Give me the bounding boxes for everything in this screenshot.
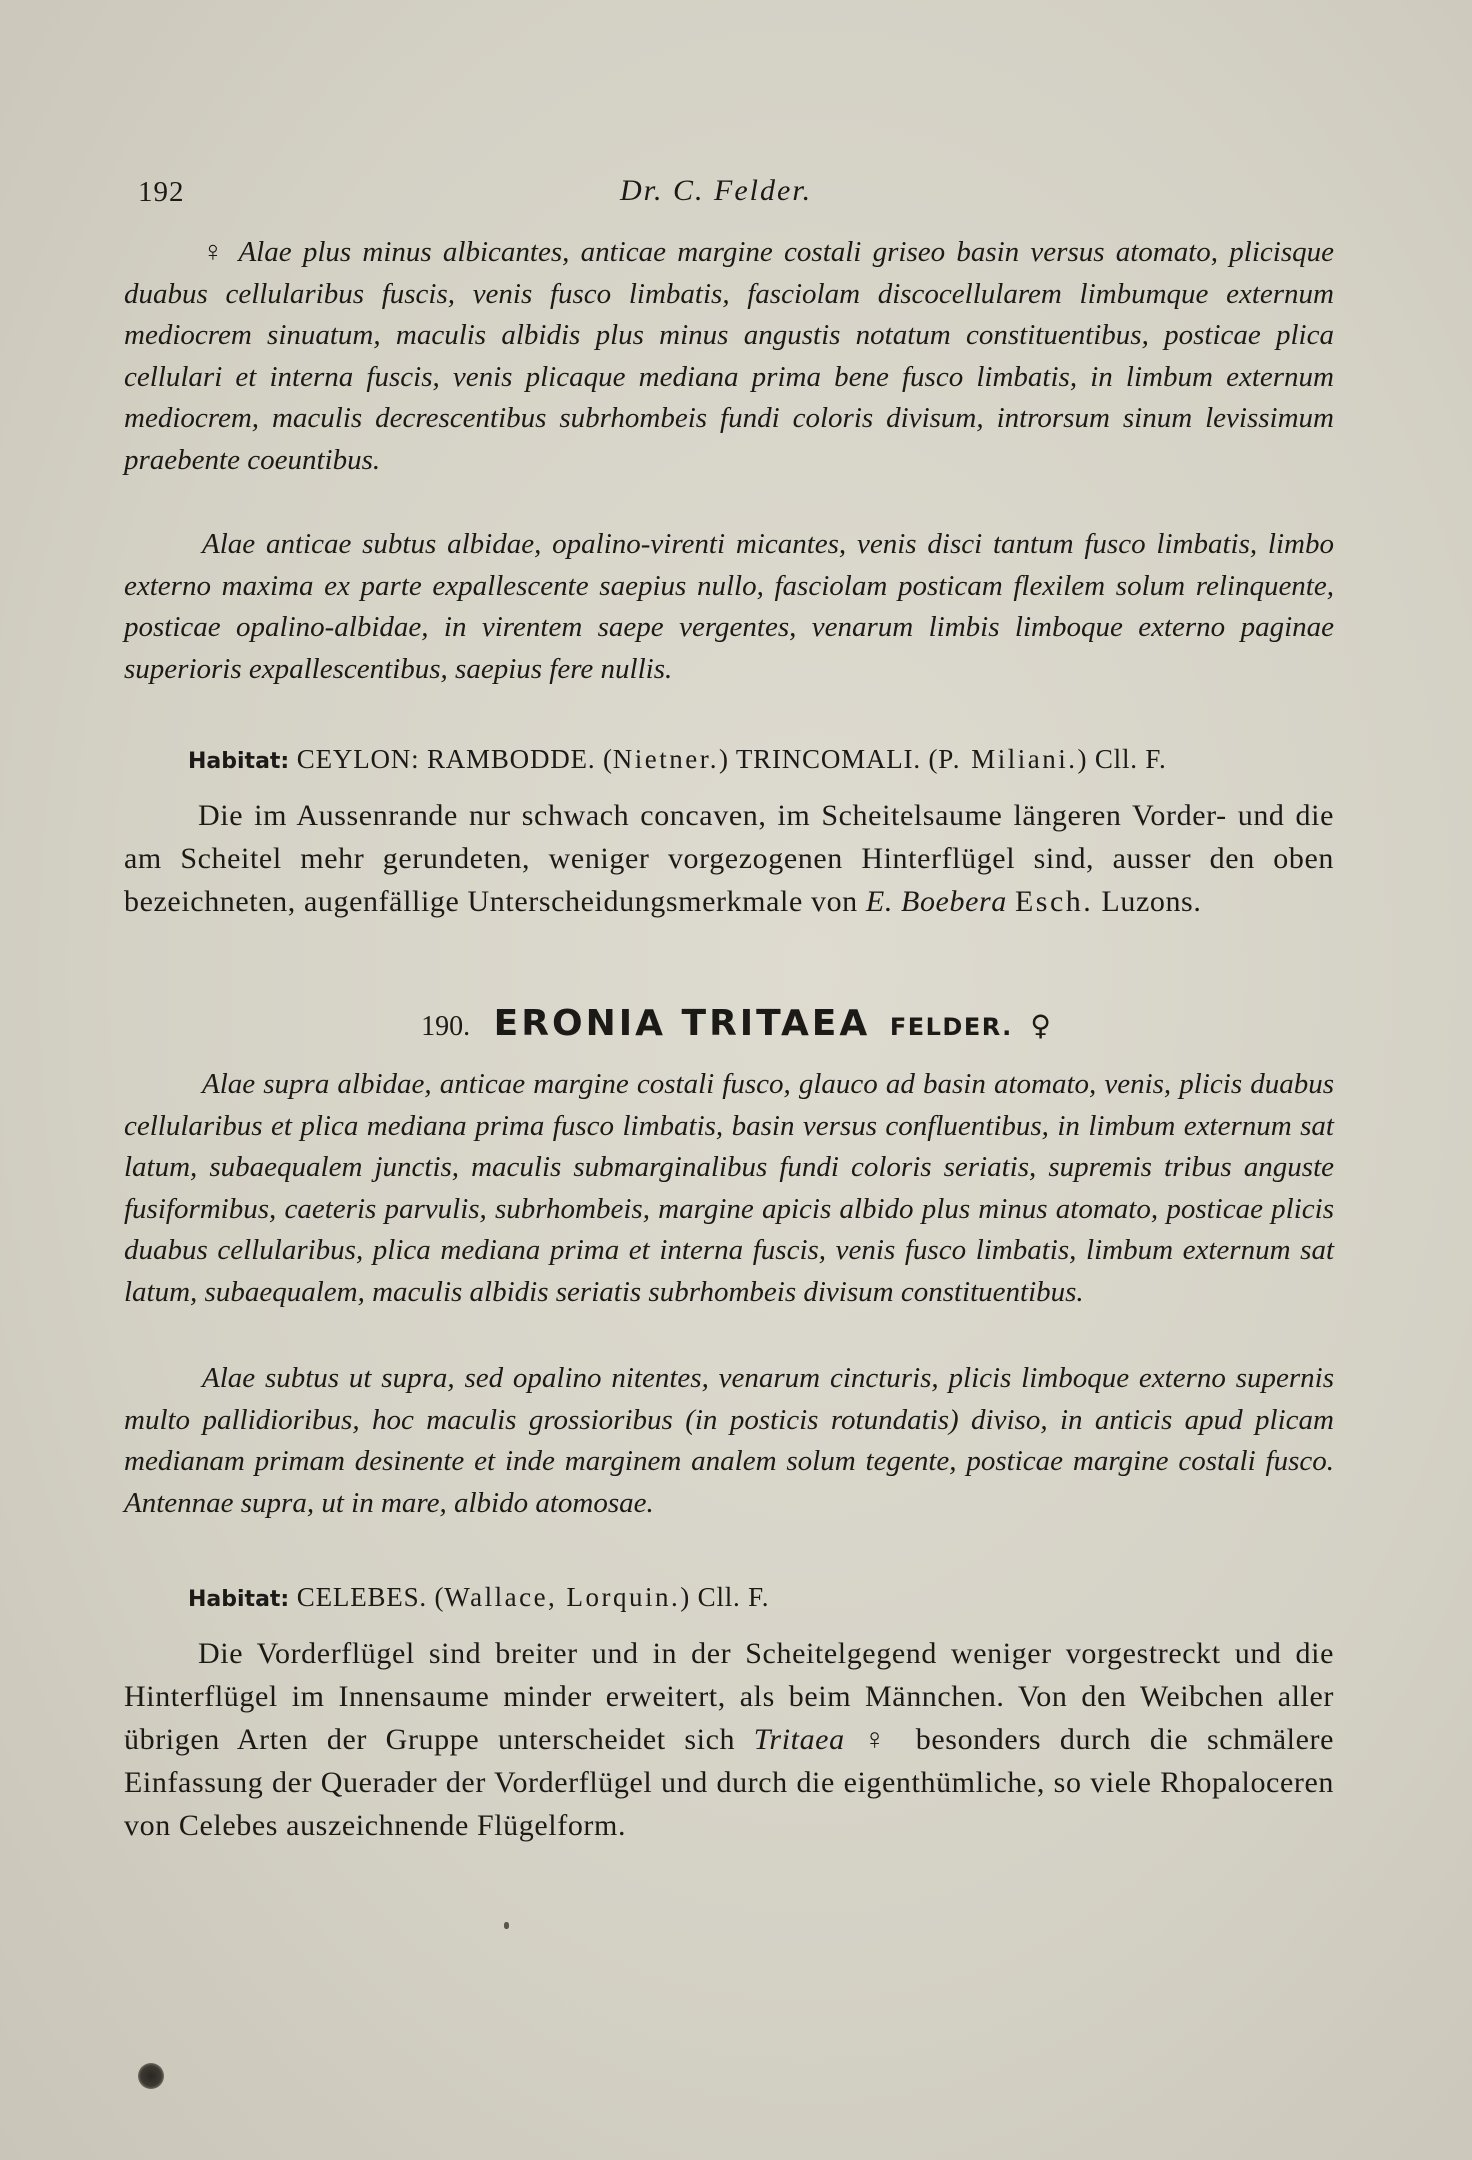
remark-text: Die Vorderflügel sind breiter und in der Scheitelgegend weniger vorgestreckt und die Hinterflügel im Innensaume minder erweitert, als beim Männchen. Von den Weibchen aller übrigen Arten der Gruppe unterscheidet sich [124, 1637, 1334, 1756]
paper-speck [504, 1922, 509, 1929]
underside-description [124, 1358, 1334, 1524]
species-heading [0, 1003, 1472, 1044]
remark-text: Die im Aussenrande nur schwach concaven, im Scheitelsaume längeren Vorder- und die am Scheitel mehr gerundeten, weniger vorgezogenen Hinterflügel sind, ausser den oben bezeichneten, augenfällige Unterscheidungsmerkmale von [124, 799, 1334, 918]
ink-blot [138, 2063, 164, 2089]
running-head: Dr. C. Felder. [620, 174, 813, 207]
remark-author: Esch. [1014, 885, 1094, 918]
remark-text: Luzons. [1101, 885, 1202, 918]
habitat-line: Habitat: CELEBES. (Wallace, Lorquin.) Cll. F. [188, 1582, 770, 1612]
comparison-remark [124, 794, 1334, 923]
female-upperside-description [124, 232, 1334, 481]
habitat-collector: Nietner. [612, 744, 719, 774]
remark-taxon: Tritaea ♀ [753, 1723, 898, 1756]
habitat-collector: Wallace, Lorquin. [444, 1582, 681, 1612]
species-name: ERONIA TRITAEA [493, 1003, 871, 1044]
latin-paragraph: ♀ Alae plus minus albicantes, anticae margine costali griseo basin versus atomato, plicisque duabus cellularibus fuscis, venis fusco limbatis, fasciolam discocellularem limbumque externum mediocrem sinuatum, maculis albidis plus minus angustis notatum constituentibus, posticae plica cellulari et interna fuscis, venis plicaque mediana prima bene fusco limbatis, in limbum externum mediocrem, maculis decrescentibus subrhombeis fundi coloris divisum, introrsum sinum levissimum praebente coeuntibus. [124, 236, 1334, 476]
habitat-collection: Cll. F. [697, 1582, 770, 1612]
species-author: FELDER. [889, 1013, 1013, 1041]
latin-paragraph: Alae anticae subtus albidae, opalino-virenti micantes, venis disci tantum fusco limbatis, limbo externo maxima ex parte expallescente saepius nullo, fasciolam posticam flexilem solum relinquente, posticae opalino-albidae, in virentem saepe vergentes, venarum limbis limboque externo paginae superioris expallescentibus, saepius fere nullis. [124, 528, 1334, 685]
comparison-remark [124, 1632, 1334, 1847]
latin-paragraph: Alae supra albidae, anticae margine costali fusco, glauco ad basin atomato, venis, plicis duabus cellularibus et plica mediana prima fusco limbatis, basin versus confluentibus, in limbum externum sat latum, subaequalem junctis, maculis submarginalibus fundi coloris seriatis, supremis tribus anguste fusiformibus, caeteris parvulis, subrhombeis, margine apicis albido plus minus atomato, posticae plicis duabus cellularibus, plica mediana prima et interna fuscis, venis fusco limbatis, limbum externum sat latum, subaequalem, maculis albidis seriatis subrhombeis divisum constituentibus. [124, 1068, 1334, 1308]
habitat-locality: CELEBES. [296, 1582, 427, 1612]
upperside-description [124, 1064, 1334, 1313]
page-number: 192 [138, 176, 185, 208]
latin-paragraph: Alae subtus ut supra, sed opalino nitentes, venarum cincturis, plicis limboque externo supernis multo pallidioribus, hoc maculis grossioribus (in posticis rotundatis) diviso, in anticis apud plicam medianam primam desinente et inde marginem analem solum tegente, posticae margine costali fusco. Antennae supra, ut in mare, albido atomosae. [124, 1362, 1334, 1519]
page-header [0, 176, 1472, 226]
underside-description [124, 524, 1334, 690]
species-number: 190. [421, 1011, 471, 1042]
habitat-locality: CEYLON: RAMBODDE. [296, 744, 596, 774]
female-symbol-icon: ♀ [1030, 1009, 1051, 1042]
habitat-collection: Cll. F. [1094, 744, 1167, 774]
habitat-line: Habitat: CEYLON: RAMBODDE. (Nietner.) TRINCOMALI. (P. Miliani.) Cll. F. [188, 744, 1167, 774]
habitat-collector: P. Miliani. [938, 744, 1078, 774]
habitat-label: Habitat: [188, 749, 290, 774]
remark-text: besonders durch die schmälere Einfassung der Querader der Vorderflügel und durch die eigenthümliche, so viele Rhopaloceren von Celebes auszeichnende Flügelform. [124, 1723, 1334, 1842]
remark-taxon: E. Boebera [865, 885, 1007, 918]
habitat-label: Habitat: [188, 1587, 290, 1612]
habitat-locality: TRINCOMALI. [735, 744, 921, 774]
